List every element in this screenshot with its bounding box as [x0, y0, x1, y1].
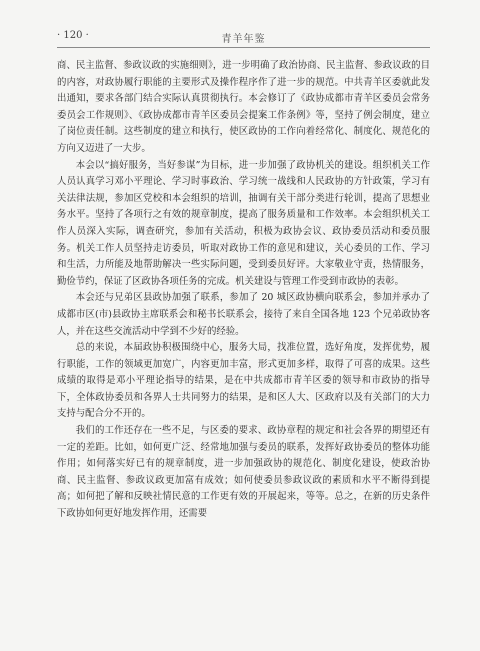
paragraph: 总的来说，本届政协积极围绕中心，服务大局，找准位置，选好角度，发挥优势，履行职能，工作的领域更加宽广，内容更加丰富，形式更加多样，取得了可喜的成果。这些成绩的取得是邓小平理论指导的结果，是在中共成都市青羊区委的领导和市政协的指导下，全体政协委员和各界人士共同努力的结果，是和区人大、区政府以及有关部门的大力支持与配合分不开的。	[57, 342, 430, 420]
paragraph: 我们的工作还存在一些不足，与区委的要求、政协章程的规定和社会各界的期望还有一定的差距。比如，如何更广泛、经常地加强与委员的联系，发挥好政协委员的整体功能作用；如何落实好已有的规章制度，进一步加强政协的规范化、制度化建设，使政治协商、民主监督、参政议政更加富有成效；如何使委员参政议政的素质和水平不断得到提高；如何把了解和反映社情民意的工作更有效的开展起来，等等。总之，在新的历史条件下政协如何更好地发挥作用，还需要	[57, 425, 430, 520]
page-number: · 120 ·	[57, 30, 89, 41]
paragraph: 商、民主监督、参政议政的实施细则》，进一步明确了政治协商、民主监督、参政议政的目的内容，对政协履行职能的主要形式及操作程序作了进一步的规范。中共青羊区委就此发出通知，要求各部门结合实际认真贯彻执行。本会修订了《政协成都市青羊区委员会常务委员会工作规则》、《政协成都市青羊区委员会提案工作条例》等，坚持了例会制度，建立了岗位责任制。这些制度的建立和执行，使区政协的工作向着经常化、制度化、规范化的方向又迈进了一大步。	[57, 60, 430, 154]
running-title: 青羊年鉴	[221, 34, 266, 45]
page-header	[57, 30, 430, 44]
header-rule	[57, 47, 430, 48]
paragraph: 本会以“搞好服务，当好参谋”为目标，进一步加强了政协机关的建设。组织机关工作人员认真学习邓小平理论、学习时事政治、学习统一战线和人民政协的方针政策，学习有关法律法规，参加区党校和本会组织的培训，抽调有关干部分类进行轮训，提高了思想业务水平。坚持了各项行之有效的规章制度，提高了服务质量和工作效率。本会组织机关工作人员深入实际，调查研究，参加有关活动，积极为政协会议、政协委员活动和委员服务。机关工作人员坚持走访委员，听取对政协工作的意见和建议，关心委员的工作、学习和生活，力所能及地帮助解决一些实际问题，受到委员好评。大家敬业守责，热情服务，勤俭节约，保证了区政协各项任务的完成。机关建设与管理工作受到市政协的表彰。	[57, 159, 430, 287]
paragraph: 本会还与兄弟区县政协加强了联系，参加了 20 城区政协横向联系会，参加并承办了成都市区(市)县政协主席联系会和秘书长联系会，接待了来自全国各地 123 个兄弟政协客人，并在这些交流活动中学到不少好的经验。	[57, 292, 430, 337]
body-text	[57, 58, 430, 523]
